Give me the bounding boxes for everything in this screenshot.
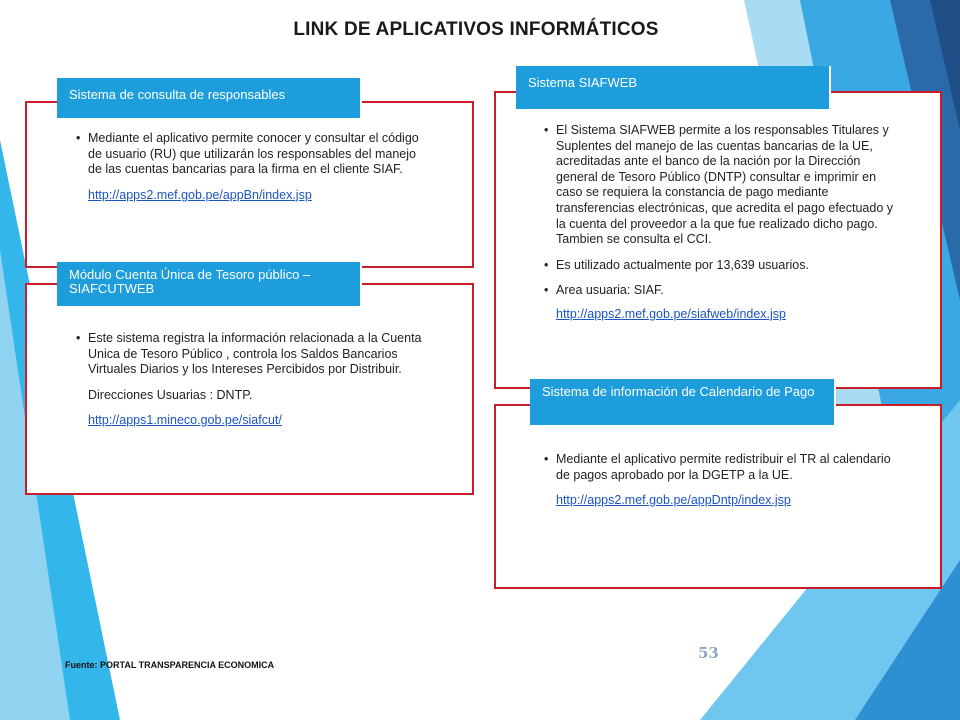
content-siafweb xyxy=(544,123,894,323)
bullet-siafweb-usuarios: • Es utilizado actualmente por 13,639 usuarios. xyxy=(544,258,894,274)
content-consulta-responsables xyxy=(76,131,424,203)
link-siafcut[interactable]: http://apps1.mineco.gob.pe/siafcut/ xyxy=(88,413,282,428)
bullet-siafweb-area: • Area usuaria: SIAF. xyxy=(544,283,894,299)
bullet-siafweb-description: • El Sistema SIAFWEB permite a los responsables Titulares y Suplentes del manejo de las cuentas bancarias de la UE, acreditadas ante el banco de la nación por la Dirección general de Tesoro Público (DNTP) consultar e imprimir en caso se requiera la constancia de pago mediante transferencias electrónicas, que acredita el pago efectuado y la cuenta del proveedor a la que fue realizado dicho pago. Tambien se consulta el CCI. xyxy=(544,123,894,248)
content-siafcutweb xyxy=(76,331,426,429)
bullet-siafcutweb: • Este sistema registra la información relacionada a la Cuenta Unica de Tesoro Público , controla los Saldos Bancarios Virtuales Diarios y los Intereses Percibidos por Distribuir. xyxy=(76,331,426,378)
header-siafweb: Sistema SIAFWEB xyxy=(516,66,831,111)
link-siafweb[interactable]: http://apps2.mef.gob.pe/siafweb/index.jsp xyxy=(556,306,787,321)
bullet-calendario-pago: • Mediante el aplicativo permite redistribuir el TR al calendario de pagos aprobado por la DGETP a la UE. xyxy=(544,452,894,483)
direcciones-usuarias: Direcciones Usuarias : DNTP. xyxy=(88,387,253,402)
source-note: Fuente: PORTAL TRANSPARENCIA ECONOMICA xyxy=(65,660,275,670)
header-siafcutweb: Módulo Cuenta Única de Tesoro público – SIAFCUTWEB xyxy=(57,262,362,308)
header-consulta-responsables: Sistema de consulta de responsables xyxy=(57,78,362,120)
bullet-consulta-responsables: • Mediante el aplicativo permite conocer y consultar el código de usuario (RU) que utilizarán los responsables del manejo de las cuentas bancarias para la firma en el cliente SIAF. xyxy=(76,131,424,178)
link-appdntp[interactable]: http://apps2.mef.gob.pe/appDntp/index.jsp xyxy=(556,493,791,508)
link-appbn[interactable]: http://apps2.mef.gob.pe/appBn/index.jsp xyxy=(88,187,312,202)
header-calendario-pago: Sistema de información de Calendario de Pago xyxy=(530,379,836,427)
content-calendario-pago xyxy=(544,452,894,509)
page-title: LINK DE APLICATIVOS INFORMÁTICOS xyxy=(293,19,659,40)
page-number: 53 xyxy=(698,644,719,662)
